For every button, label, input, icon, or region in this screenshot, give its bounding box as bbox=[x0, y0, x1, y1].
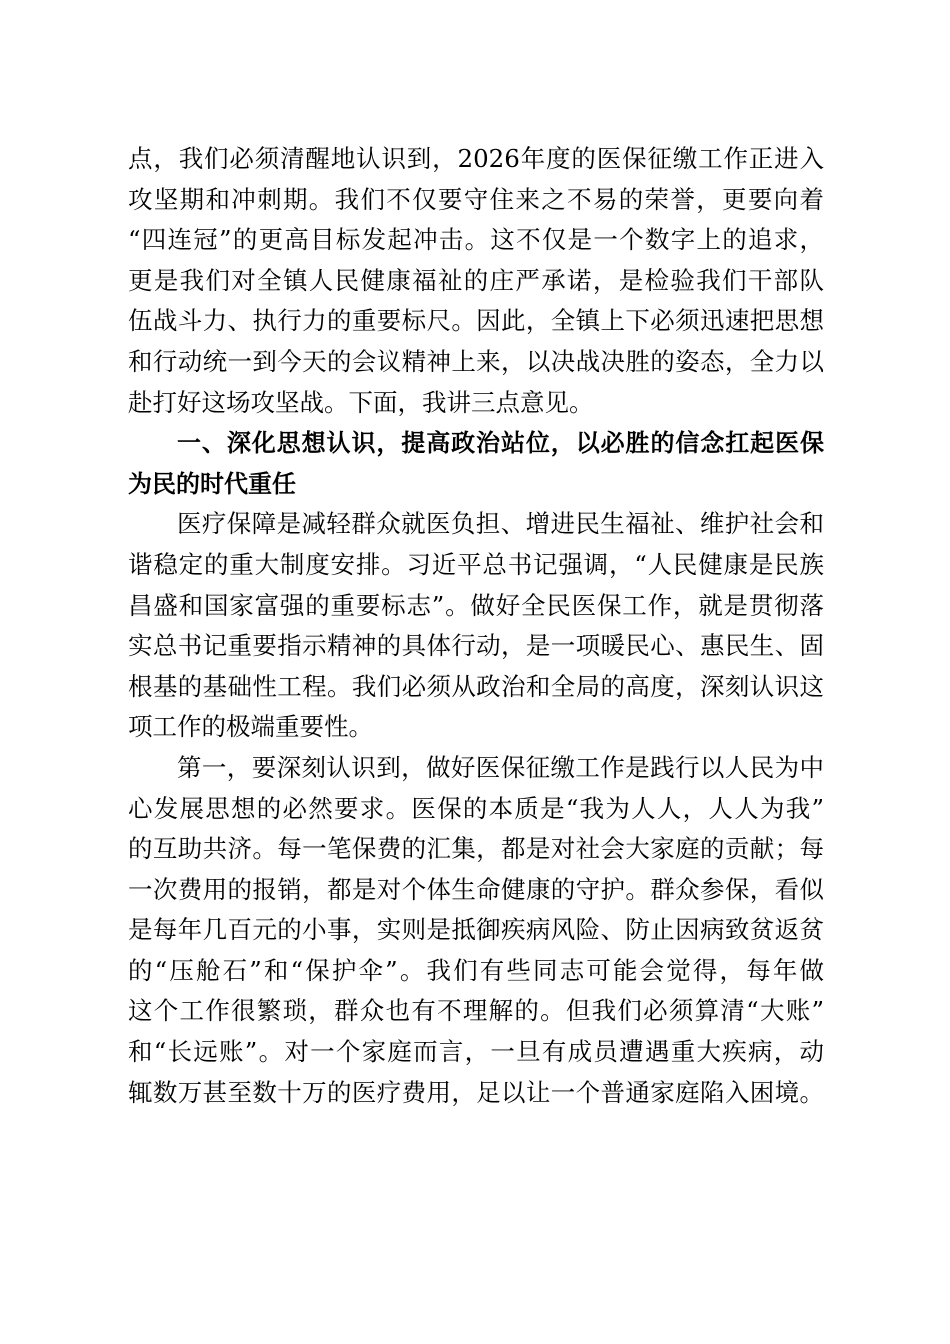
text-line: 心发展思想的必然要求。医保的本质是“我为人人，人人为我” bbox=[128, 793, 824, 823]
text-line: 赴打好这场攻坚战。下面，我讲三点意见。 bbox=[128, 387, 594, 417]
text-line: “四连冠”的更高目标发起冲击。这不仅是一个数字上的追求， bbox=[128, 225, 824, 255]
paragraph-medical-security bbox=[128, 504, 824, 748]
text-line: 这个工作很繁琐，群众也有不理解的。但我们必须算清“大账” bbox=[128, 996, 824, 1026]
text-line: 和“长远账”。对一个家庭而言，一旦有成员遭遇重大疾病，动 bbox=[128, 1037, 824, 1067]
text-line: 攻坚期和冲刺期。我们不仅要守住来之不易的荣誉，更要向着 bbox=[128, 184, 824, 214]
text-line: 辄数万甚至数十万的医疗费用，足以让一个普通家庭陷入困境。 bbox=[128, 1077, 824, 1107]
text-line: 伍战斗力、执行力的重要标尺。因此，全镇上下必须迅速把思想 bbox=[128, 306, 824, 336]
paragraph-first-point bbox=[128, 748, 824, 1113]
text-line: 的互助共济。每一笔保费的汇集，都是对社会大家庭的贡献；每 bbox=[128, 834, 824, 864]
text-line: 昌盛和国家富强的重要标志”。做好全民医保工作，就是贯彻落 bbox=[128, 590, 824, 620]
text-line: 一次费用的报销，都是对个体生命健康的守护。群众参保，看似 bbox=[128, 874, 824, 904]
text-line: 是每年几百元的小事，实则是抵御疾病风险、防止因病致贫返贫 bbox=[128, 915, 824, 945]
heading-line: 为民的时代重任 bbox=[128, 469, 296, 498]
text-line: 项工作的极端重要性。 bbox=[128, 712, 373, 742]
section-heading bbox=[128, 423, 824, 504]
text-line: 的“压舱石”和“保护伞”。我们有些同志可能会觉得，每年做 bbox=[128, 955, 824, 985]
text-line: 第一，要深刻认识到，做好医保征缴工作是践行以人民为中 bbox=[177, 752, 824, 782]
heading-line: 一、深化思想认识，提高政治站位，以必胜的信念扛起医保 bbox=[177, 429, 824, 458]
paragraph-continuation bbox=[128, 139, 824, 423]
text-line: 更是我们对全镇人民健康福祉的庄严承诺，是检验我们干部队 bbox=[128, 265, 824, 295]
text-line: 点，我们必须清醒地认识到，2026年度的医保征缴工作正进入 bbox=[128, 144, 824, 173]
text-line: 医疗保障是减轻群众就医负担、增进民生福祉、维护社会和 bbox=[177, 509, 824, 539]
text-line: 根基的基础性工程。我们必须从政治和全局的高度，深刻认识这 bbox=[128, 671, 824, 701]
text-line: 谐稳定的重大制度安排。习近平总书记强调，“人民健康是民族 bbox=[128, 549, 824, 579]
text-line: 实总书记重要指示精神的具体行动，是一项暖民心、惠民生、固 bbox=[128, 631, 824, 661]
text-line: 和行动统一到今天的会议精神上来，以决战决胜的姿态，全力以 bbox=[128, 346, 824, 376]
document-page bbox=[128, 139, 824, 1113]
